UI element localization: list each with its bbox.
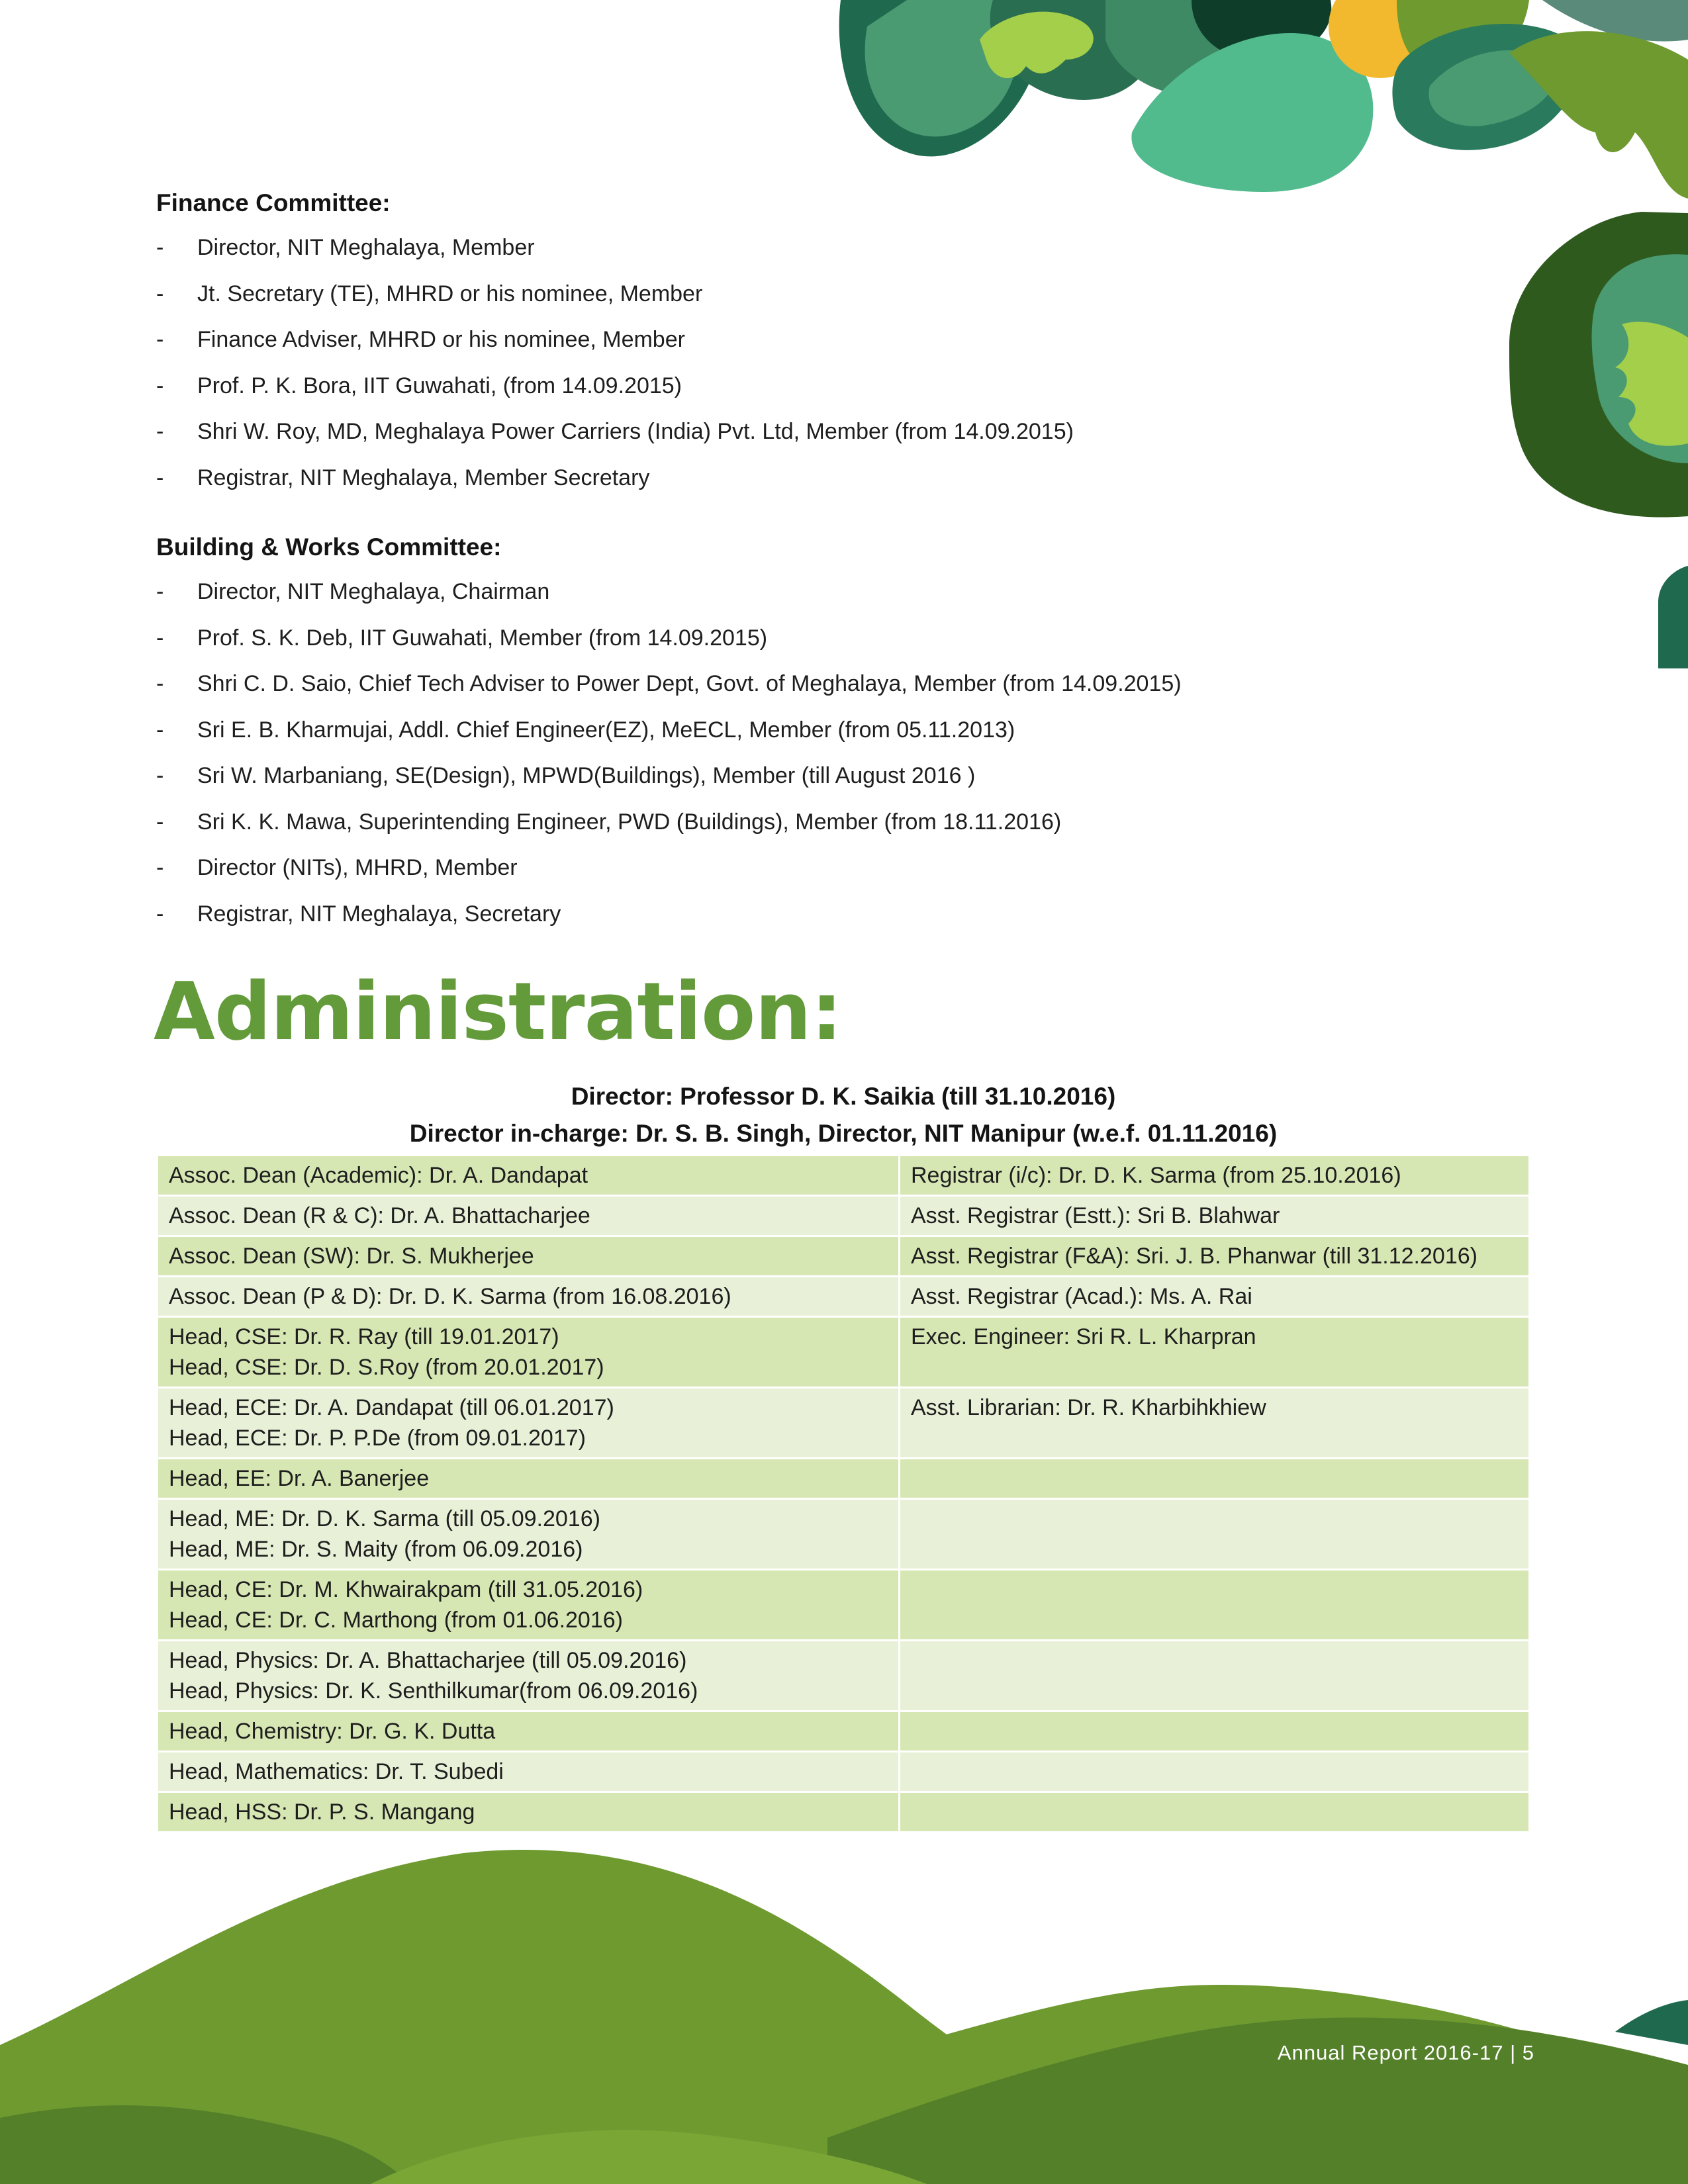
table-cell-department — [158, 1196, 900, 1236]
building-works-committee-heading: Building & Works Committee: — [156, 533, 502, 561]
decorative-hills-bottom — [0, 1827, 1688, 2184]
cell-text — [911, 1463, 1518, 1494]
table-cell-office — [900, 1277, 1530, 1317]
list-item-text: Director, NIT Meghalaya, Chairman — [197, 579, 550, 604]
hill-shape — [1615, 2000, 1688, 2045]
table-row — [158, 1236, 1530, 1277]
cell-text — [911, 1716, 1518, 1747]
cell-text: Registrar (i/c): Dr. D. K. Sarma (from 25.10.2016) — [911, 1163, 1401, 1188]
cell-text: Assoc. Dean (P & D): Dr. D. K. Sarma (from 16.08.2016) — [169, 1284, 731, 1309]
table-cell-department — [158, 1570, 900, 1641]
list-item — [156, 234, 1074, 281]
list-item-text: Shri C. D. Saio, Chief Tech Adviser to Power Dept, Govt. of Meghalaya, Member (from 14.09.2015) — [197, 671, 1182, 696]
list-item-text: Shri W. Roy, MD, Meghalaya Power Carriers (India) Pvt. Ltd, Member (from 14.09.2015) — [197, 419, 1074, 444]
list-item — [156, 326, 1074, 373]
list-item-text: Sri E. B. Kharmujai, Addl. Chief Engineer(EZ), MeECL, Member (from 05.11.2013) — [197, 717, 1015, 743]
cell-text: Head, ME: Dr. S. Maity (from 06.09.2016) — [169, 1537, 583, 1562]
cell-text: Head, CE: Dr. M. Khwairakpam (till 31.05.2016) — [169, 1577, 643, 1602]
list-item — [156, 465, 1074, 511]
table-cell-office — [900, 1459, 1530, 1499]
table-cell-office — [900, 1156, 1530, 1196]
cell-text: Asst. Registrar (Acad.): Ms. A. Rai — [911, 1284, 1252, 1309]
table-row — [158, 1459, 1530, 1499]
cell-text: Head, ME: Dr. D. K. Sarma (till 05.09.2016) — [169, 1506, 600, 1531]
cell-text: Head, CSE: Dr. R. Ray (till 19.01.2017) — [169, 1324, 559, 1349]
cell-text: Assoc. Dean (Academic): Dr. A. Dandapat — [169, 1163, 588, 1188]
finance-committee-list — [156, 234, 1074, 510]
dash-bullet: - — [156, 235, 164, 260]
cell-text — [911, 1645, 1518, 1676]
table-row — [158, 1752, 1530, 1792]
table-cell-office — [900, 1196, 1530, 1236]
table-cell-office — [900, 1499, 1530, 1570]
footer-page-label: Annual Report 2016-17 | 5 — [1277, 2041, 1534, 2064]
list-item-text: Jt. Secretary (TE), MHRD or his nominee, Member — [197, 281, 703, 306]
list-item-text: Director (NITs), MHRD, Member — [197, 855, 518, 880]
dash-bullet: - — [156, 465, 164, 490]
cell-text: Head, EE: Dr. A. Banerjee — [169, 1466, 430, 1491]
table-cell-office — [900, 1236, 1530, 1277]
table-row — [158, 1641, 1530, 1711]
list-item-text: Registrar, NIT Meghalaya, Member Secretary — [197, 465, 650, 490]
cell-text: Asst. Registrar (Estt.): Sri B. Blahwar — [911, 1203, 1280, 1228]
table-cell-office — [900, 1388, 1530, 1459]
list-item — [156, 418, 1074, 465]
list-item — [156, 670, 1182, 717]
table-cell-department — [158, 1641, 900, 1711]
table-cell-department — [158, 1277, 900, 1317]
list-item — [156, 717, 1182, 763]
dash-bullet: - — [156, 763, 164, 788]
dash-bullet: - — [156, 579, 164, 604]
director-line: Director: Professor D. K. Saikia (till 31.10.2016) — [571, 1083, 1116, 1110]
administration-table-body — [158, 1156, 1530, 1833]
cell-text: Head, Physics: Dr. A. Bhattacharjee (till 05.09.2016) — [169, 1648, 687, 1673]
table-cell-department — [158, 1459, 900, 1499]
table-row — [158, 1317, 1530, 1388]
cell-text: Asst. Registrar (F&A): Sri. J. B. Phanwar (till 31.12.2016) — [911, 1244, 1477, 1269]
table-cell-office — [900, 1711, 1530, 1752]
list-item-text: Registrar, NIT Meghalaya, Secretary — [197, 901, 561, 927]
list-item-text: Finance Adviser, MHRD or his nominee, Member — [197, 327, 685, 352]
list-item-text: Sri W. Marbaniang, SE(Design), MPWD(Buildings), Member (till August 2016 ) — [197, 763, 976, 788]
table-row — [158, 1711, 1530, 1752]
administration-table — [156, 1154, 1530, 1833]
table-cell-department — [158, 1388, 900, 1459]
list-item — [156, 809, 1182, 855]
dash-bullet: - — [156, 901, 164, 927]
cell-text — [911, 1756, 1518, 1787]
list-item — [156, 762, 1182, 809]
table-row — [158, 1388, 1530, 1459]
dash-bullet: - — [156, 809, 164, 835]
list-item — [156, 373, 1074, 419]
list-item — [156, 901, 1182, 947]
list-item-text: Sri K. K. Mawa, Superintending Engineer, PWD (Buildings), Member (from 18.11.2016) — [197, 809, 1062, 835]
dash-bullet: - — [156, 327, 164, 352]
director-incharge-line: Director in-charge: Dr. S. B. Singh, Director, NIT Manipur (w.e.f. 01.11.2016) — [409, 1120, 1278, 1147]
dash-bullet: - — [156, 281, 164, 306]
dash-bullet: - — [156, 625, 164, 651]
list-item-text: Prof. P. K. Bora, IIT Guwahati, (from 14.09.2015) — [197, 373, 682, 398]
dash-bullet: - — [156, 717, 164, 743]
cell-text: Asst. Librarian: Dr. R. Kharbihkhiew — [911, 1395, 1266, 1420]
table-row — [158, 1196, 1530, 1236]
table-cell-department — [158, 1752, 900, 1792]
dash-bullet: - — [156, 855, 164, 880]
list-item — [156, 578, 1182, 625]
table-row — [158, 1277, 1530, 1317]
cell-text — [911, 1574, 1518, 1605]
administration-title: Administration: — [154, 966, 842, 1058]
cell-text: Head, HSS: Dr. P. S. Mangang — [169, 1799, 475, 1825]
table-row — [158, 1156, 1530, 1196]
table-row — [158, 1570, 1530, 1641]
list-item — [156, 281, 1074, 327]
cell-text: Head, ECE: Dr. P. P.De (from 09.01.2017) — [169, 1426, 586, 1451]
finance-committee-heading: Finance Committee: — [156, 189, 391, 216]
list-item-text: Director, NIT Meghalaya, Member — [197, 235, 535, 260]
cell-text: Head, Chemistry: Dr. G. K. Dutta — [169, 1719, 496, 1744]
cell-text: Exec. Engineer: Sri R. L. Kharpran — [911, 1324, 1256, 1349]
dash-bullet: - — [156, 419, 164, 444]
cell-text: Assoc. Dean (R & C): Dr. A. Bhattacharjee — [169, 1203, 590, 1228]
table-cell-department — [158, 1711, 900, 1752]
building-works-committee-list — [156, 578, 1182, 946]
table-cell-department — [158, 1499, 900, 1570]
cell-text: Head, CE: Dr. C. Marthong (from 01.06.2016) — [169, 1608, 623, 1633]
cell-text: Head, ECE: Dr. A. Dandapat (till 06.01.2017) — [169, 1395, 614, 1420]
table-cell-office — [900, 1641, 1530, 1711]
table-cell-department — [158, 1317, 900, 1388]
list-item — [156, 854, 1182, 901]
dash-bullet: - — [156, 373, 164, 398]
leaf-shape — [1658, 566, 1688, 668]
table-cell-department — [158, 1156, 900, 1196]
table-cell-office — [900, 1317, 1530, 1388]
cell-text — [911, 1797, 1518, 1827]
cell-text: Head, Physics: Dr. K. Senthilkumar(from 06.09.2016) — [169, 1678, 698, 1704]
list-item — [156, 625, 1182, 671]
list-item-text: Prof. S. K. Deb, IIT Guwahati, Member (from 14.09.2015) — [197, 625, 768, 651]
dash-bullet: - — [156, 671, 164, 696]
cell-text: Head, Mathematics: Dr. T. Subedi — [169, 1759, 504, 1784]
table-cell-office — [900, 1752, 1530, 1792]
table-cell-department — [158, 1236, 900, 1277]
cell-text: Assoc. Dean (SW): Dr. S. Mukherjee — [169, 1244, 534, 1269]
table-row — [158, 1499, 1530, 1570]
cell-text — [911, 1504, 1518, 1534]
table-cell-office — [900, 1570, 1530, 1641]
cell-text: Head, CSE: Dr. D. S.Roy (from 20.01.2017) — [169, 1355, 604, 1380]
